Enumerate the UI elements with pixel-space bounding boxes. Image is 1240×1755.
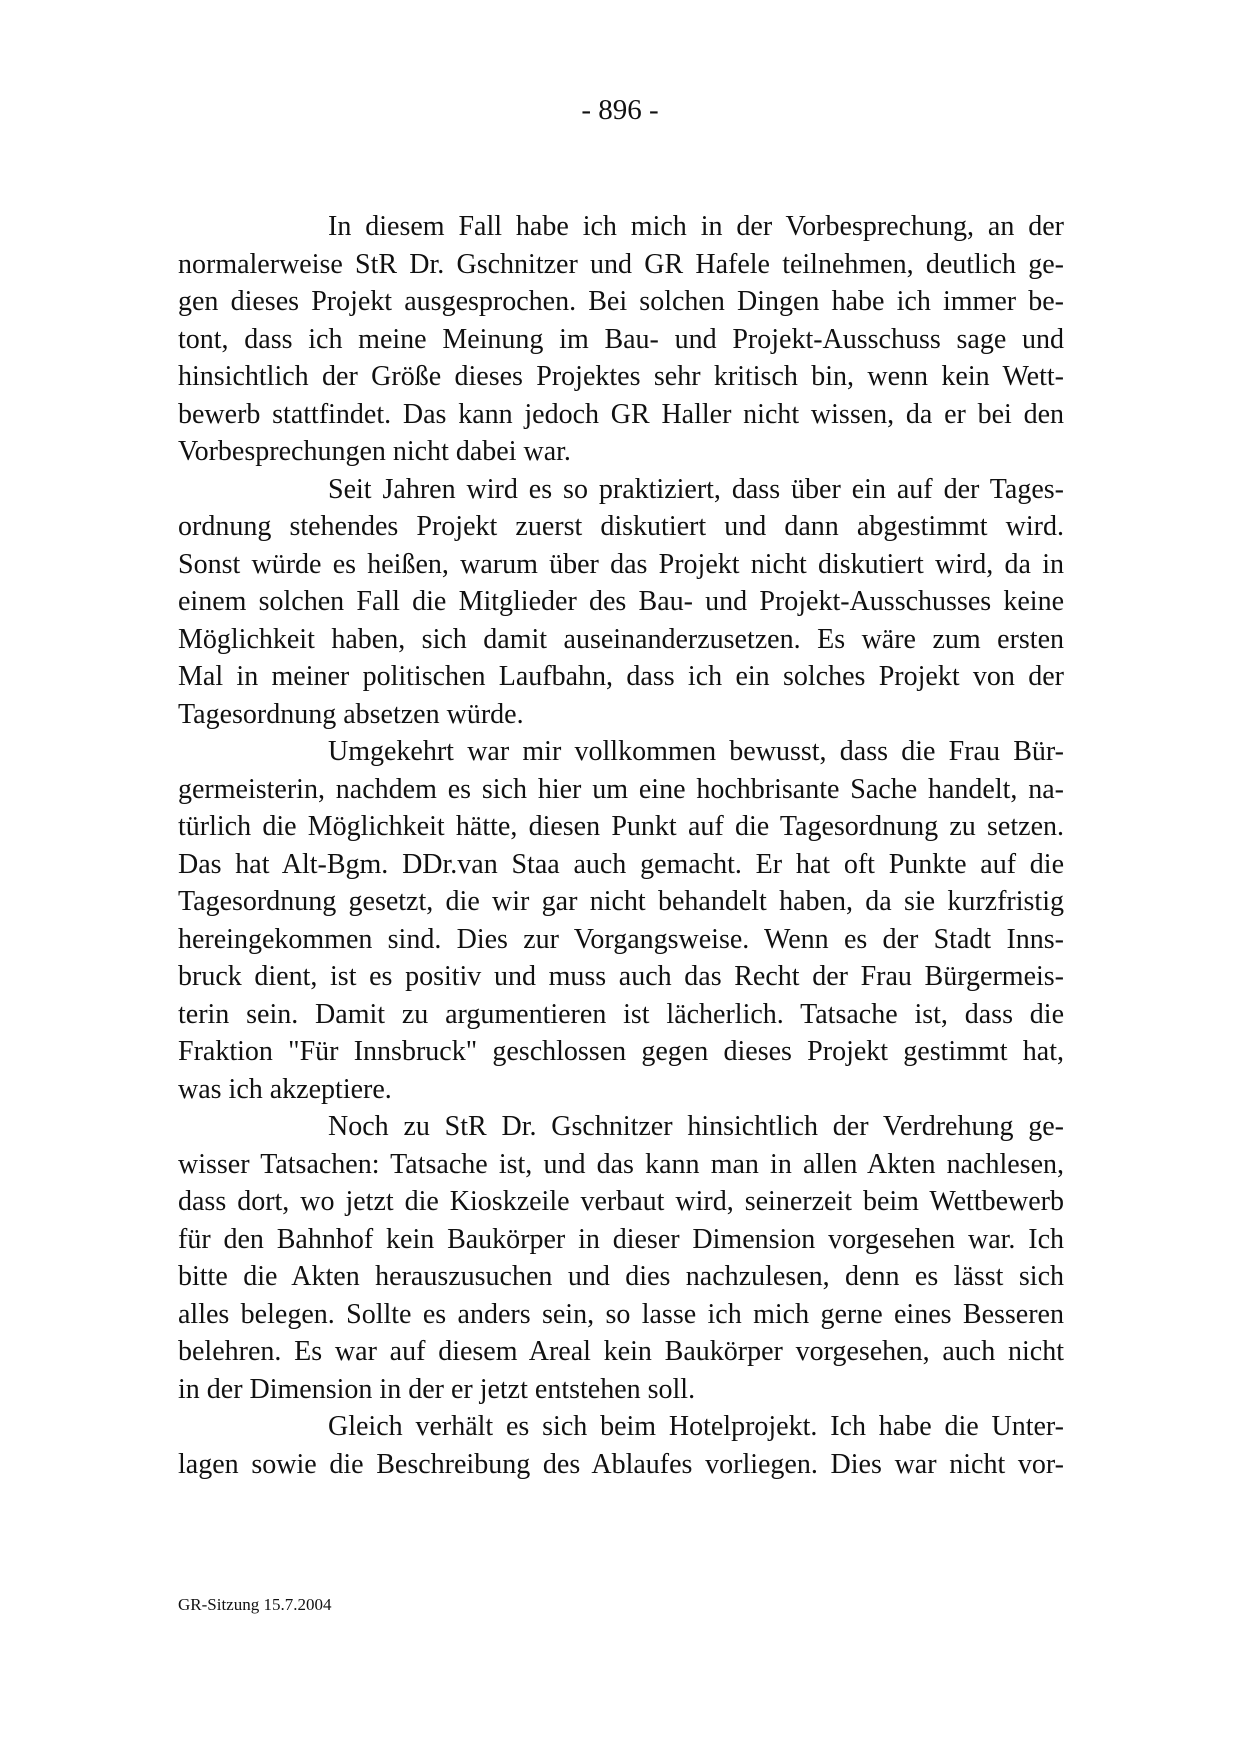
text-line: bitte die Akten herauszusuchen und dies nachzulesen, denn es lässt sich xyxy=(178,1261,1064,1292)
paragraph xyxy=(178,1108,1064,1408)
text-line: Umgekehrt war mir vollkommen bewusst, dass die Frau Bür- xyxy=(328,736,1064,767)
text-line: ordnung stehendes Projekt zuerst diskutiert und dann abgestimmt wird. xyxy=(178,511,1064,542)
text-line: bewerb stattfindet. Das kann jedoch GR Haller nicht wissen, da er bei den xyxy=(178,398,1064,430)
text-line: hinsichtlich der Größe dieses Projektes sehr kritisch bin, wenn kein Wett- xyxy=(178,361,1064,392)
text-line: Gleich verhält es sich beim Hotelprojekt. Ich habe die Unter- xyxy=(328,1411,1064,1442)
text-line: In diesem Fall habe ich mich in der Vorbesprechung, an der xyxy=(328,211,1064,242)
text-line: Sonst würde es heißen, warum über das Projekt nicht diskutiert wird, da in xyxy=(178,548,1064,580)
text-line: Noch zu StR Dr. Gschnitzer hinsichtlich der Verdrehung ge- xyxy=(328,1111,1064,1142)
text-line: Vorbesprechungen nicht dabei war. xyxy=(178,436,571,467)
text-line: normalerweise StR Dr. Gschnitzer und GR Hafele teilnehmen, deutlich ge- xyxy=(178,248,1064,280)
text-line: Fraktion "Für Innsbruck" geschlossen gegen dieses Projekt gestimmt hat, xyxy=(178,1036,1064,1067)
text-line: alles belegen. Sollte es anders sein, so lasse ich mich gerne eines Besseren xyxy=(178,1298,1064,1330)
text-line: was ich akzeptiere. xyxy=(178,1073,392,1105)
text-line: Tagesordnung absetzen würde. xyxy=(178,698,524,730)
paragraph xyxy=(178,733,1064,1108)
body-text xyxy=(178,208,1064,1483)
text-line: gen dieses Projekt ausgesprochen. Bei solchen Dingen habe ich immer be- xyxy=(178,286,1064,317)
text-line: Das hat Alt-Bgm. DDr.van Staa auch gemacht. Er hat oft Punkte auf die xyxy=(178,848,1064,880)
text-line: wisser Tatsachen: Tatsache ist, und das kann man in allen Akten nachlesen, xyxy=(178,1148,1064,1180)
text-line: Möglichkeit haben, sich damit auseinanderzusetzen. Es wäre zum ersten xyxy=(178,623,1064,655)
paragraph xyxy=(178,1408,1064,1483)
text-line: bruck dient, ist es positiv und muss auch das Recht der Frau Bürgermeis- xyxy=(178,961,1064,992)
text-line: dass dort, wo jetzt die Kioskzeile verbaut wird, seinerzeit beim Wettbewerb xyxy=(178,1186,1064,1217)
text-line: einem solchen Fall die Mitglieder des Bau- und Projekt-Ausschusses keine xyxy=(178,586,1064,617)
text-line: Tagesordnung gesetzt, die wir gar nicht behandelt haben, da sie kurzfristig xyxy=(178,886,1064,917)
text-line: türlich die Möglichkeit hätte, diesen Punkt auf die Tagesordnung zu setzen. xyxy=(178,811,1064,842)
footer-session-date: GR-Sitzung 15.7.2004 xyxy=(178,1595,332,1614)
text-line: in der Dimension in der er jetzt entstehen soll. xyxy=(178,1373,696,1405)
paragraph xyxy=(178,471,1064,734)
text-line: lagen sowie die Beschreibung des Ablaufes vorliegen. Dies war nicht vor- xyxy=(178,1448,1064,1480)
page-number: - 896 - xyxy=(581,94,659,126)
text-line: für den Bahnhof kein Baukörper in dieser Dimension vorgesehen war. Ich xyxy=(178,1223,1064,1255)
paragraph xyxy=(178,208,1064,471)
text-line: Seit Jahren wird es so praktiziert, dass über ein auf der Tages- xyxy=(328,473,1064,505)
text-line: terin sein. Damit zu argumentieren ist lächerlich. Tatsache ist, dass die xyxy=(178,998,1064,1030)
text-line: tont, dass ich meine Meinung im Bau- und Projekt-Ausschuss sage und xyxy=(178,323,1064,355)
text-line: Mal in meiner politischen Laufbahn, dass ich ein solches Projekt von der xyxy=(178,661,1064,692)
text-line: belehren. Es war auf diesem Areal kein Baukörper vorgesehen, auch nicht xyxy=(178,1336,1064,1367)
text-line: hereingekommen sind. Dies zur Vorgangsweise. Wenn es der Stadt Inns- xyxy=(178,923,1064,955)
text-line: germeisterin, nachdem es sich hier um eine hochbrisante Sache handelt, na- xyxy=(178,773,1064,805)
